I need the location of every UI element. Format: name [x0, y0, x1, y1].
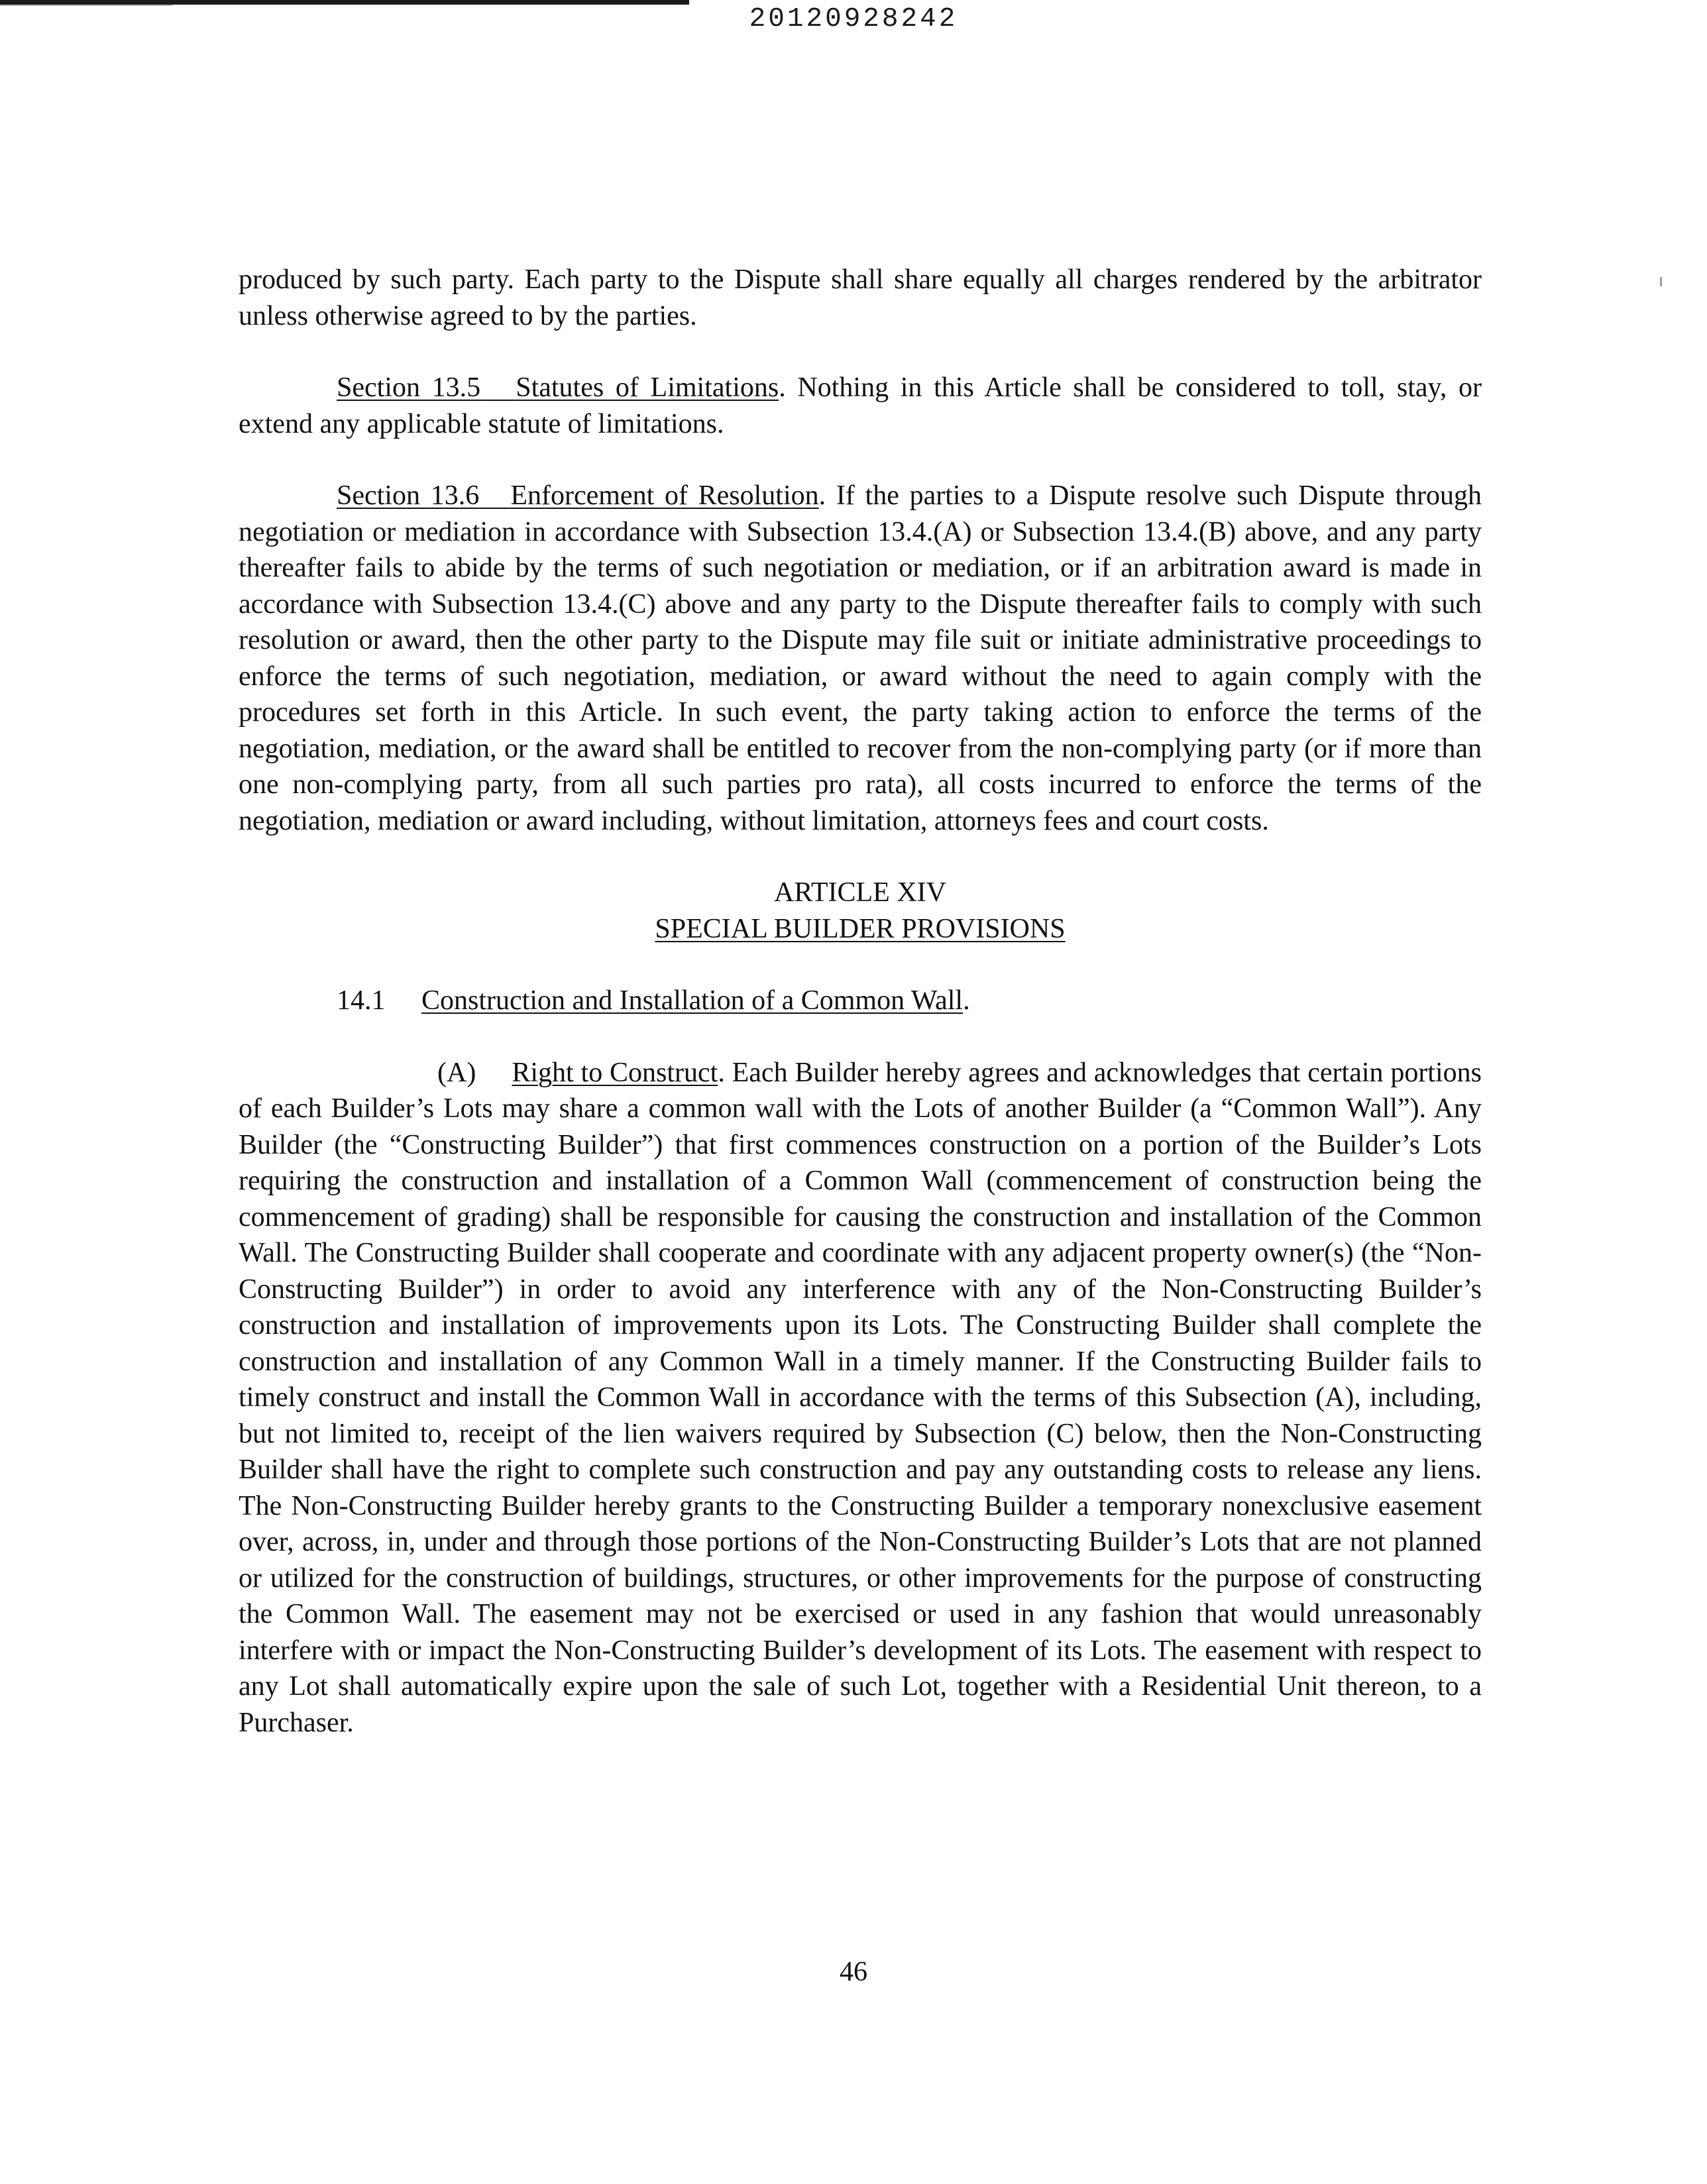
scan-margin-mark	[1660, 277, 1662, 286]
subsection-14-1-underlined	[337, 985, 963, 1016]
section-13-6-title: Enforcement of Resolution	[510, 480, 819, 511]
article-title	[239, 911, 1482, 948]
section-13-5-number: Section 13.5	[337, 372, 481, 403]
document-number: 20120928242	[749, 4, 958, 34]
section-13-5-body: . Nothing in this Article shall be considered to toll, stay, or extend any applicable statute of limitations.	[239, 372, 1482, 439]
section-13-6-number: Section 13.6	[337, 480, 480, 511]
paragraph-a-label: (A)	[437, 1057, 476, 1088]
section-13-6	[239, 478, 1482, 839]
article-title-text: SPECIAL BUILDER PROVISIONS	[655, 913, 1066, 944]
subsection-14-1-title: Construction and Installation of a Common Wall	[421, 985, 964, 1016]
paragraph-a-body: . Each Builder hereby agrees and acknowledges that certain portions of each Builder’s Lots may share a common wall with the Lots of another Builder (a “Common Wall”). Any Builder (the “Constructing Builder”) that first commences construction on a portion of the Builder’s Lots requiring the construction and installation of a Common Wall (commencement of construction being the commencement of grading) shall be responsible for causing the construction and installation of the Common Wall. The Constructing Builder shall cooperate and coordinate with any adjacent property owner(s) (the “Non-Constructing Builder”) in order to avoid any interference with any of the Non-Constructing Builder’s construction and installation of improvements upon its Lots. The Constructing Builder shall complete the construction and installation of any Common Wall in a timely manner. If the Constructing Builder fails to timely construct and install the Common Wall in accordance with the terms of this Subsection (A), including, but not limited to, receipt of the lien waivers required by Subsection (C) below, then the Non-Constructing Builder shall have the right to complete such construction and pay any outstanding costs to release any liens. The Non-Constructing Builder hereby grants to the Constructing Builder a temporary nonexclusive easement over, across, in, under and through those portions of the Non-Constructing Builder’s Lots that are not planned or utilized for the construction of buildings, structures, or other improvements for the purpose of constructing the Common Wall. The easement may not be exercised or used in any fashion that would unreasonably interfere with or impact the Non-Constructing Builder’s development of its Lots. The easement with respect to any Lot shall automatically expire upon the sale of such Lot, together with a Residential Unit thereon, to a Purchaser.	[239, 1057, 1482, 1738]
subsection-14-1-heading	[239, 983, 1482, 1019]
section-13-5-heading	[337, 372, 779, 403]
section-13-6-heading	[337, 480, 819, 511]
article-heading	[239, 875, 1482, 947]
article-number: ARTICLE XIV	[774, 877, 946, 908]
section-13-5-title: Statutes of Limitations	[516, 372, 779, 403]
page-number: 46	[840, 1957, 867, 1987]
subsection-14-1-suffix: .	[963, 985, 970, 1016]
paragraph-continuation	[239, 262, 1482, 334]
subsection-14-1-number: 14.1	[337, 985, 386, 1016]
paragraph-continuation-text: produced by such party. Each party to the Dispute shall share equally all charges rendered by the arbitrator unless otherwise agreed to by the parties.	[239, 264, 1482, 331]
paragraph-a	[239, 1055, 1482, 1741]
document-body	[239, 262, 1482, 1741]
section-13-6-body: . If the parties to a Dispute resolve such Dispute through negotiation or mediation in accordance with Subsection 13.4.(A) or Subsection 13.4.(B) above, and any party thereafter fails to abide by the terms of such negotiation or mediation, or if an arbitration award is made in accordance with Subsection 13.4.(C) above and any party to the Dispute thereafter fails to comply with such resolution or award, then the other party to the Dispute may file suit or initiate administrative proceedings to enforce the terms of such negotiation, mediation, or award without the need to again comply with the procedures set forth in this Article. In such event, the party taking action to enforce the terms of the negotiation, mediation, or the award shall be entitled to recover from the non-complying party (or if more than one non-complying party, from all such parties pro rata), all costs incurred to enforce the terms of the negotiation, mediation or award including, without limitation, attorneys fees and court costs.	[239, 480, 1482, 836]
section-13-5	[239, 370, 1482, 442]
paragraph-a-title: Right to Construct	[512, 1057, 718, 1088]
